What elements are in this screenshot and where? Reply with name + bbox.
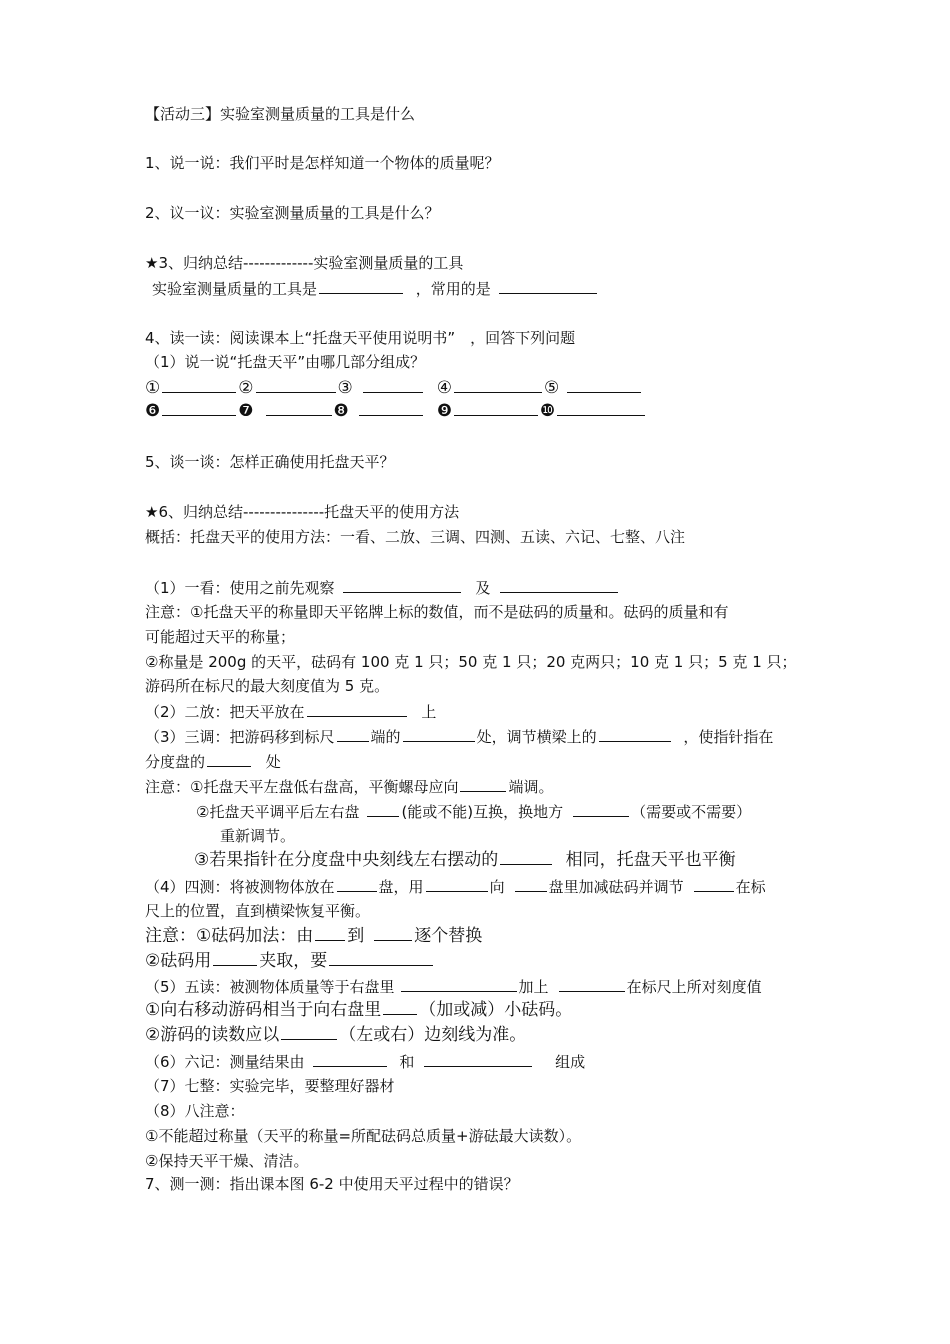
blank[interactable] bbox=[266, 400, 332, 416]
blank[interactable] bbox=[213, 950, 257, 966]
blank[interactable] bbox=[337, 876, 377, 892]
step-3-cont: 分度盘的 处 bbox=[145, 753, 281, 771]
question-4-sub1: （1）说一说“托盘天平”由哪几部分组成？ bbox=[145, 353, 426, 371]
blank[interactable] bbox=[162, 400, 236, 416]
blank[interactable] bbox=[557, 400, 645, 416]
blank[interactable] bbox=[694, 876, 734, 892]
blank[interactable] bbox=[207, 751, 251, 767]
step-5: （5）五读：被测物体质量等于右盘里 加上 在标尺上所对刻度值 bbox=[145, 978, 762, 996]
step-3: （3）三调：把游码移到标尺 端的 处，调节横梁上的 ，使指针指在 bbox=[145, 728, 774, 746]
blank[interactable] bbox=[363, 377, 423, 393]
note-4a: 注意：①砝码加法：由 到 逐个替换 bbox=[145, 926, 483, 946]
note-4b: ②砝码用 夹取，要 bbox=[145, 950, 435, 971]
blank[interactable] bbox=[315, 925, 345, 941]
blank[interactable] bbox=[313, 1051, 387, 1067]
note-1d: 游码所在标尺的最大刻度值为 5 克。 bbox=[145, 677, 390, 695]
blank[interactable] bbox=[500, 849, 552, 865]
note-3b: ②托盘天平调平后左右盘 (能或不能)互换，换地方 （需要或不需要） bbox=[196, 803, 752, 821]
note-3a: 注意：①托盘天平左盘低右盘高，平衡螺母应向 端调。 bbox=[145, 778, 554, 796]
note-3d: ③若果指针在分度盘中央刻线左右摆动的 相同，托盘天平也平衡 bbox=[194, 850, 736, 870]
blank[interactable] bbox=[515, 876, 547, 892]
question-2: 2、议一议：实验室测量质量的工具是什么？ bbox=[145, 204, 440, 222]
blank[interactable] bbox=[281, 1024, 337, 1040]
question-7: 7、测一测：指出课本图 6-2 中使用天平过程中的错误？ bbox=[145, 1175, 519, 1193]
blank[interactable] bbox=[499, 278, 597, 294]
parts-row-2: ❻ ❼ ❽ ❾ ❿ bbox=[145, 400, 647, 421]
question-4-heading: 4、读一读：阅读课本上“托盘天平使用说明书” ，回答下列问题 bbox=[145, 329, 576, 347]
question-6-heading: ★6、归纳总结---------------托盘天平的使用方法 bbox=[145, 503, 460, 521]
blank[interactable] bbox=[162, 377, 236, 393]
step-2: （2）二放：把天平放在 上 bbox=[145, 703, 437, 721]
blank[interactable] bbox=[426, 876, 488, 892]
step-4: （4）四测：将被测物体放在 盘，用 向 盘里加减砝码并调节 在标 bbox=[145, 878, 766, 896]
note-5a: ①向右移动游码相当于向右盘里 （加或减）小砝码。 bbox=[145, 1000, 573, 1020]
usage-summary: 概括：托盘天平的使用方法：一看、二放、三调、四测、五读、六记、七整、八注 bbox=[145, 528, 686, 546]
blank[interactable] bbox=[567, 377, 641, 393]
activity-title: 【活动三】实验室测量质量的工具是什么 bbox=[145, 105, 416, 123]
note-3c: 重新调节。 bbox=[220, 827, 296, 845]
blank[interactable] bbox=[329, 950, 433, 966]
blank[interactable] bbox=[401, 976, 517, 992]
step-4-cont: 尺上的位置，直到横梁恢复平衡。 bbox=[145, 902, 371, 920]
blank[interactable] bbox=[454, 377, 542, 393]
blank[interactable] bbox=[256, 377, 336, 393]
blank[interactable] bbox=[500, 577, 618, 593]
blank[interactable] bbox=[383, 999, 417, 1015]
note-1c: ②称量是 200g 的天平，砝码有 100 克 1 只；50 克 1 只；20 克两只；10 克 1 只；5 克 1 只； bbox=[145, 653, 797, 671]
blank[interactable] bbox=[424, 1051, 532, 1067]
blank[interactable] bbox=[359, 400, 423, 416]
step-7: （7）七整：实验完毕，要整理好器材 bbox=[145, 1077, 395, 1095]
blank[interactable] bbox=[573, 801, 629, 817]
note-1a: 注意：①托盘天平的称量即天平铭牌上标的数值，而不是砝码的质量和。砝码的质量和有 bbox=[145, 603, 729, 621]
blank[interactable] bbox=[599, 726, 671, 742]
note-8b: ②保持天平干燥、清洁。 bbox=[145, 1152, 309, 1170]
blank[interactable] bbox=[460, 776, 506, 792]
question-1: 1、说一说：我们平时是怎样知道一个物体的质量呢？ bbox=[145, 154, 500, 172]
parts-row-1: ① ② ③ ④ ⑤ bbox=[145, 377, 643, 398]
note-5b: ②游码的读数应以 （左或右）边刻线为准。 bbox=[145, 1025, 527, 1045]
blank[interactable] bbox=[319, 278, 403, 294]
note-1b: 可能超过天平的称量； bbox=[145, 628, 296, 646]
blank[interactable] bbox=[367, 801, 399, 817]
question-3-heading: ★3、归纳总结-------------实验室测量质量的工具 bbox=[145, 254, 464, 272]
blank[interactable] bbox=[403, 726, 475, 742]
blank[interactable] bbox=[454, 400, 538, 416]
blank[interactable] bbox=[307, 701, 407, 717]
note-8a: ①不能超过称量（天平的称量=所配砝码总质量+游砝最大读数）。 bbox=[145, 1127, 582, 1145]
blank[interactable] bbox=[374, 925, 412, 941]
question-3-line: 实验室测量质量的工具是 ，常用的是 bbox=[152, 278, 599, 299]
step-6: （6）六记：测量结果由 和 组成 bbox=[145, 1053, 586, 1071]
step-1: （1）一看：使用之前先观察 及 bbox=[145, 577, 620, 598]
step-8: （8）八注意： bbox=[145, 1102, 245, 1120]
question-5: 5、谈一谈：怎样正确使用托盘天平？ bbox=[145, 453, 395, 471]
blank[interactable] bbox=[559, 976, 625, 992]
blank[interactable] bbox=[343, 577, 461, 593]
blank[interactable] bbox=[337, 726, 369, 742]
